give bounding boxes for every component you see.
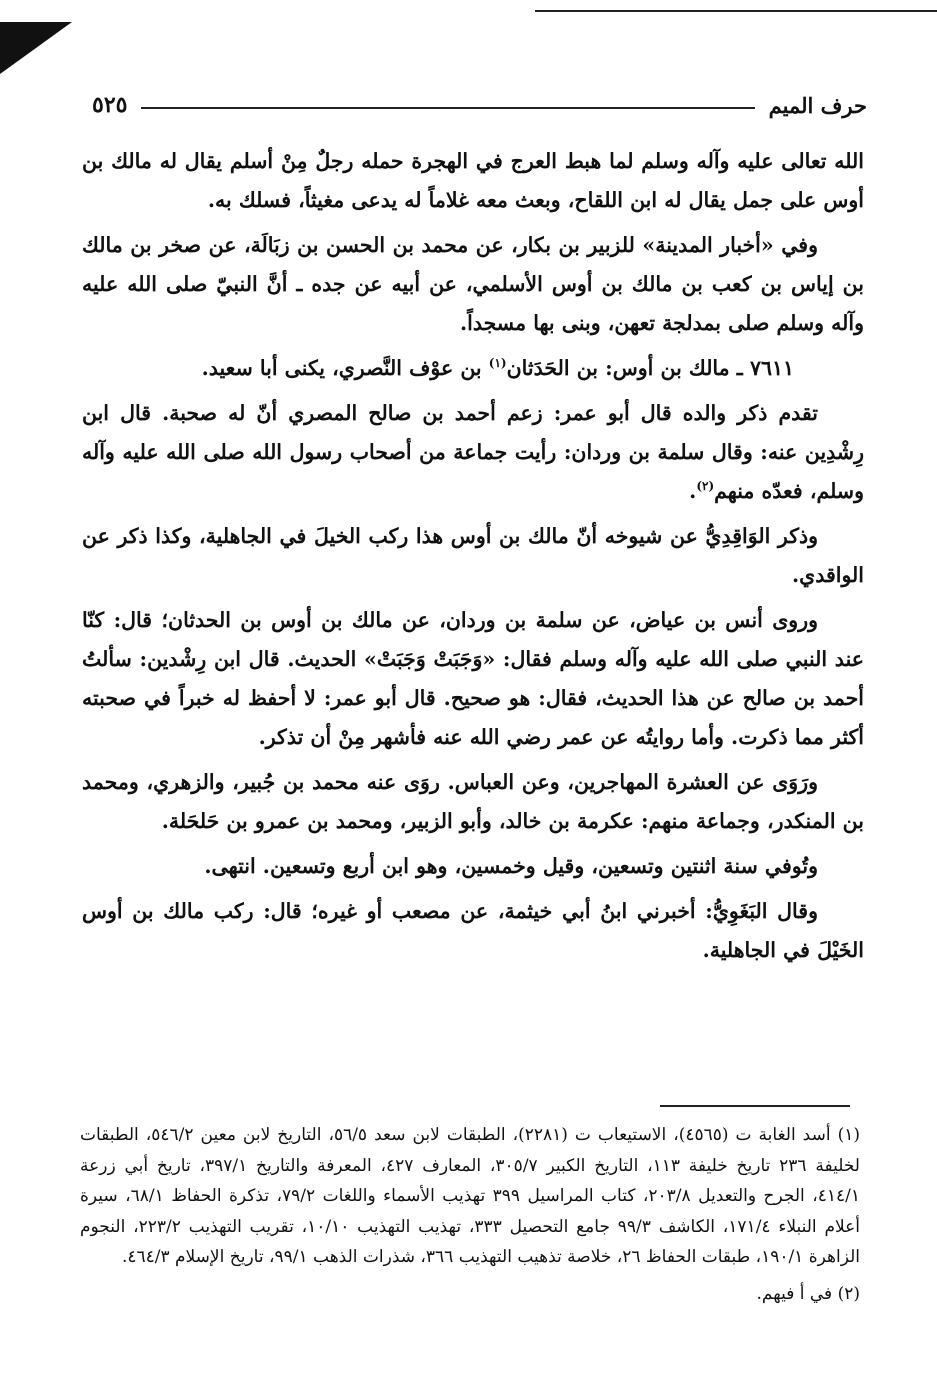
entry-text-a: بن الحَدَثان [506, 356, 606, 380]
footnote-ref-2: (٢) [696, 479, 715, 494]
footnote-2: (٢) في أ فيهم. [756, 1283, 860, 1304]
paragraph-akhbar-madina: وفي «أخبار المدينة» للزبير بن بكار، عن محمد بن الحسن بن زبَالَة، عن صخر بن مالك بن إياس بن كعب بن مالك بن أوس الأسلمي، عن أبيه عن جده ـ أنَّ النبيّ صلى الله عليه وآله وسلم صلى بمدلجة تعهن، وبنى بها مسجداً. [82, 233, 864, 335]
header-rule [141, 107, 754, 109]
entry-title: ٧٦١١ ـ مالك بن أوس: [605, 356, 794, 380]
main-text [82, 142, 864, 976]
paragraph-hadith: وروى أنس بن عياض، عن سلمة بن وردان، عن مالك بن أوس بن الحدثان؛ قال: كنّا عند النبي صلى الله عليه وآله وسلم فقال: «وَجَبَتْ وَجَبَتْ» الحديث. قال ابن رِشْدين: سألتُ أحمد بن صالح عن هذا الحديث، فقال: هو صحيح. قال أبو عمر: لا أحفظ له خبراً في صحبته أكثر مما ذكرت. وأما روايتُه عن عمر رضي الله عنه فأشهر مِنْ أن تذكر. [82, 608, 864, 749]
entry-text-b: بن عوْف النَّصري، يكنى أبا سعيد. [201, 356, 489, 380]
paragraph-companion [82, 394, 864, 511]
footnotes [80, 1120, 860, 1315]
paragraph-narrators: ورَوَى عن العشرة المهاجرين، وعن العباس. روَى عنه محمد بن جُبير، والزهري، ومحمد بن المنكدر، وجماعة منهم: عكرمة بن خالد، وأبو الزبير، ومحمد بن عمرو بن حَلحَلة. [82, 770, 864, 833]
paragraph-continuation: الله تعالى عليه وآله وسلم لما هبط العرج في الهجرة حمله رجلٌ مِنْ أسلم يقال له مالك بن أوس على جمل يقال له ابن اللقاح، وبعث معه غلاماً له يدعى مغيثاً، فسلك به. [82, 149, 864, 212]
paragraph-death: وتُوفي سنة اثنتين وتسعين، وقيل وخمسين، وهو ابن أربع وتسعين. انتهى. [204, 854, 818, 878]
paragraph-companion-end: . [689, 479, 697, 503]
corner-scan-mark [0, 22, 72, 74]
running-head: حرف الميم [768, 92, 867, 118]
biography-entry [82, 349, 864, 388]
footnote-1: (١) أسد الغابة ت (٤٥٦٥)، الاستيعاب ت (٢٢٨١)، الطبقات لابن سعد ٥٦/٥، التاريخ لابن معين ٥٤٦/٢، الطبقات لخليفة ٢٣٦ تاريخ خليفة ١١٣، التاريخ الكبير ٣٠٥/٧، المعارف ٤٢٧، المعرفة والتاريخ ٣٩٧/١، تاريخ أبي زرعة ٤١٤/١، الجرح والتعديل ٢٠٣/٨، كتاب المراسيل ٣٩٩ تهذيب الأسماء واللغات ٧٩/٢، تذكرة الحفاظ ٦٨/١، سيرة أعلام النبلاء ١٧١/٤، الكاشف ٩٩/٣ جامع التحصيل ٣٣٣، تهذيب التهذيب ١٠/١٠، تقريب التهذيب ٢٢٣/٢، النجوم الزاهرة ١٩٠/١، طبقات الحفاظ ٢٦، خلاصة تذهيب التهذيب ٣٦٦، شذرات الذهب ٩٩/١، تاريخ الإسلام ٤٦٤/٣. [80, 1125, 861, 1267]
page-number: ٥٢٥ [92, 92, 128, 118]
footnote-ref-1: (١) [488, 356, 507, 371]
footnote-rule [660, 1105, 850, 1107]
paragraph-companion-text: تقدم ذكر والده قال أبو عمر: زعم أحمد بن صالح المصري أنّ له صحبة. قال ابن رِشْدِين عنه: وقال سلمة بن وردان: رأيت جماعة من أصحاب رسول الله صلى الله عليه وآله وسلم، فعدّه منهم [82, 401, 864, 503]
paragraph-baghawi: وقال البَغَوِيُّ: أخبرني ابنُ أبي خيثمة، عن مصعب أو غيره؛ قال: ركب مالك بن أوس الخَيْلَ في الجاهلية. [82, 899, 864, 962]
paragraph-waqidi: وذكر الوَاقِدِيُّ عن شيوخه أنّ مالك بن أوس هذا ركب الخيلَ في الجاهلية، وكذا ذكر عن الواقدي. [82, 524, 864, 587]
top-rule [535, 10, 937, 12]
page-header [92, 88, 867, 122]
